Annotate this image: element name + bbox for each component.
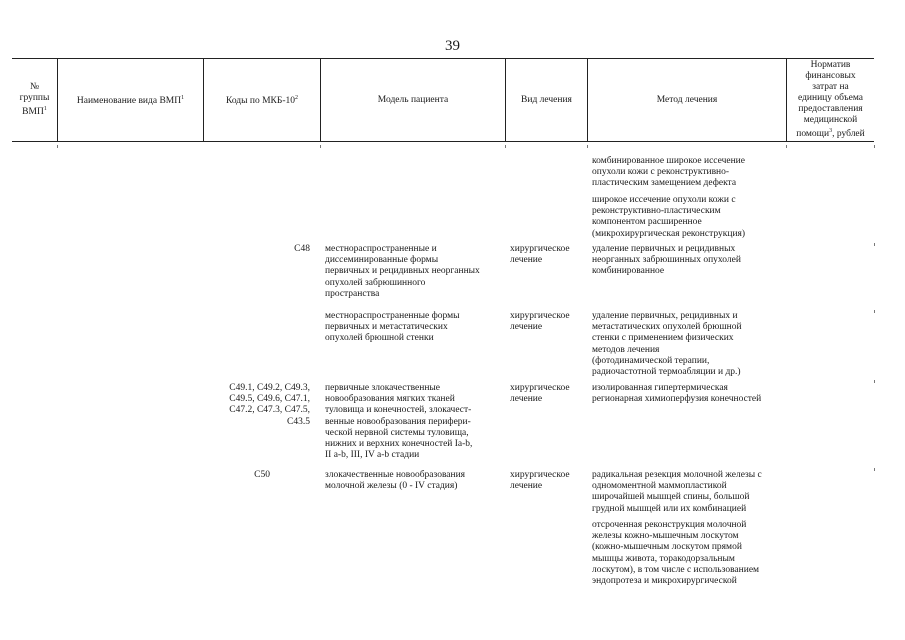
header-normative: Норматив финансовых затрат на единицу объема предоставления медицинской помощи$^3$, рублей [796, 59, 865, 140]
row-5-codes: C50 [254, 470, 270, 480]
row-5-type: хирургическое лечение [510, 470, 570, 492]
row-2-codes: C48 [294, 244, 310, 254]
column-tick [874, 380, 875, 383]
header-patient-model: Модель пациента [377, 94, 449, 105]
column-tick [57, 145, 58, 148]
row-4-type: хирургическое лечение [510, 383, 570, 405]
column-tick [874, 145, 875, 148]
row-5-method: радикальная резекция молочной железы с одномоментной маммопластикой широчайшей мышцей спины, большой грудной мышцей или их комбинацией [592, 470, 762, 514]
column-tick [587, 145, 588, 148]
row-0-method: комбинированное широкое иссечение опухоли кожи с реконструктивно- пластическим замещением дефекта [592, 156, 745, 189]
header-icd-codes: Коды по МКБ-$10^2$ [225, 94, 299, 107]
header-group-no: № группы ВМП$^1$ [19, 81, 50, 118]
row-2-method: удаление первичных и рецидивных неорганных забрюшинных опухолей комбинированное [592, 244, 741, 277]
column-tick [874, 468, 875, 471]
header-vmp-name: Наименование вида ВМП$^1$ [76, 94, 185, 107]
column-tick [505, 145, 506, 148]
row-2-type: хирургическое лечение [510, 244, 570, 266]
column-tick [874, 310, 875, 313]
column-tick [874, 243, 875, 246]
page-number: 39 [445, 38, 460, 54]
row-3-method: удаление первичных, рецидивных и метастатических опухолей брюшной стенки с применением физических методов лечения (фотодинамической терапии, радиочастотной термоабляции и др.) [592, 311, 742, 378]
row-3-type: хирургическое лечение [510, 311, 570, 333]
row-4-model: первичные злокачественные новообразования мягких тканей туловища и конечностей, злокачест- венные новообразования перифери- ческой нервной системы туловища, нижних и верхних конечностей Ia-b, II a-b, III, IV a-b стадии [325, 383, 473, 461]
column-tick [786, 145, 787, 148]
header-treatment-method: Метод лечения [656, 94, 718, 105]
row-2-model: местнораспространенные и диссеминированные формы первичных и рецидивных неорганных опухолей забрюшинного пространства [325, 244, 480, 299]
row-3-model: местнораспространенные формы первичных и метастатических опухолей брюшной стенки [325, 311, 460, 344]
row-6-method: отсроченная реконструкция молочной железы кожно-мышечным лоскутом (кожно-мышечным лоскутом прямой мышцы живота, торакодорзальным лоскутом), в том числе с использованием эндопротеза и микрохирургической [592, 520, 760, 587]
row-4-method: изолированная гипертермическая регионарная химиоперфузия конечностей [592, 383, 762, 405]
row-5-model: злокачественные новообразования молочной железы (0 - IV стадия) [325, 470, 466, 492]
header-treatment-type: Вид лечения [521, 94, 572, 105]
column-tick [320, 145, 321, 148]
row-1-method: широкое иссечение опухоли кожи с реконструктивно-пластическим компонентом расширенное (микрохирургическая реконструкция) [592, 195, 746, 239]
row-4-codes: C49.1, C49.2, C49.3, C49.5, C49.6, C47.1, C47.2, C47.3, C47.5, C43.5 [229, 383, 310, 427]
